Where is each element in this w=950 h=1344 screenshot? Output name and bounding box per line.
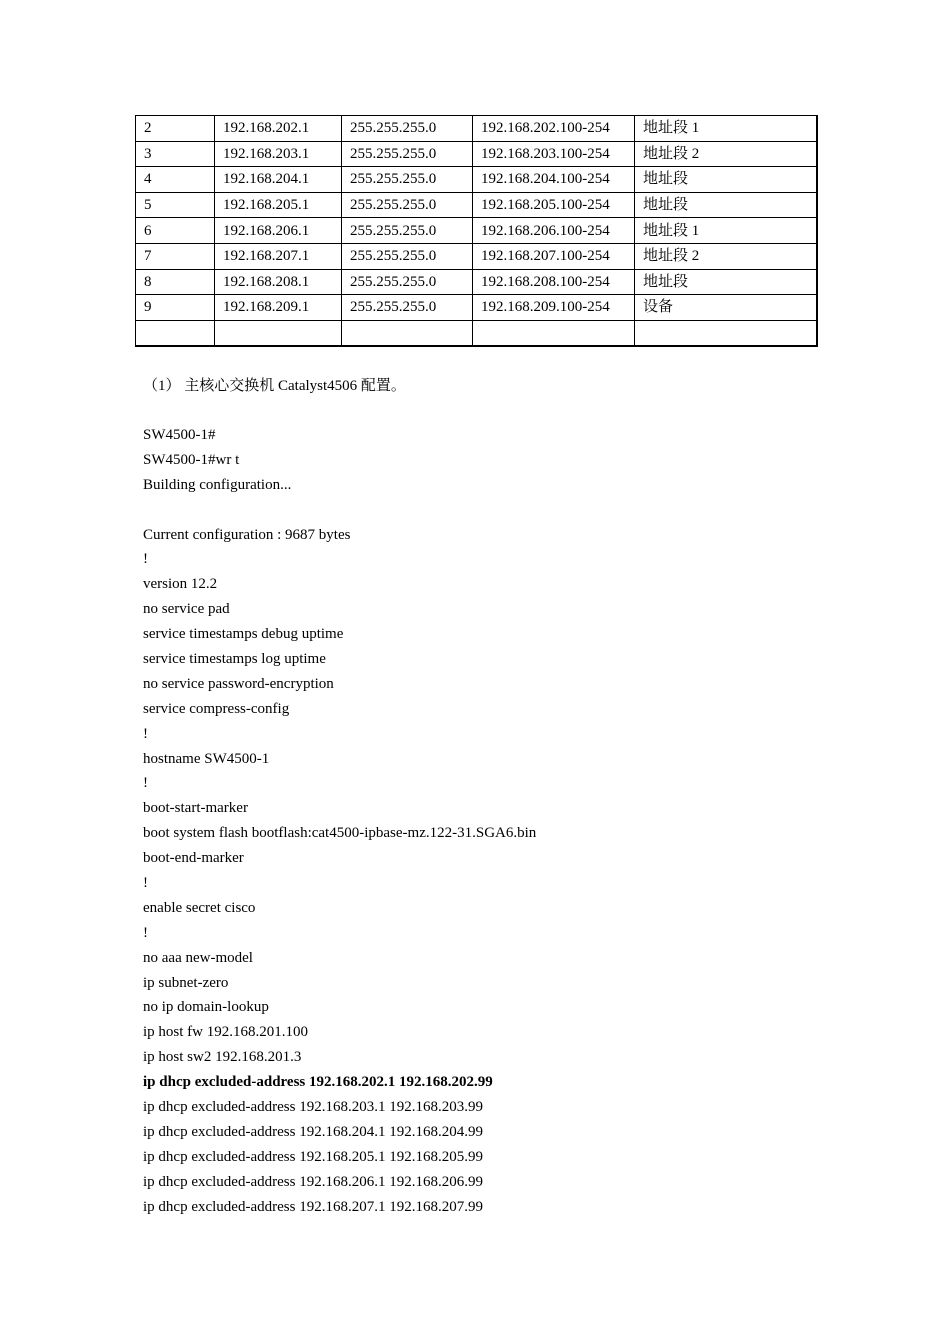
config-line: !: [143, 875, 148, 892]
table-cell: 192.168.205.1: [215, 192, 342, 218]
table-row: [136, 116, 818, 142]
table-cell: 192.168.208.100-254: [473, 269, 635, 295]
config-line: ip dhcp excluded-address 192.168.202.1 192.168.202.99: [143, 1074, 493, 1091]
table-row: [136, 141, 818, 167]
config-line: ip subnet-zero: [143, 974, 229, 991]
config-line: !: [143, 551, 148, 568]
table-cell: 192.168.208.1: [215, 269, 342, 295]
config-line: Building configuration...: [143, 476, 292, 493]
config-line: !: [143, 725, 148, 742]
config-line: no service pad: [143, 601, 230, 618]
config-line: version 12.2: [143, 576, 218, 593]
table-cell: 6: [136, 218, 215, 244]
config-line: no ip domain-lookup: [143, 999, 269, 1016]
table-cell: 地址段 1: [635, 218, 818, 244]
config-line: boot-end-marker: [143, 850, 244, 867]
table-cell: [342, 320, 473, 346]
table-cell: 9: [136, 295, 215, 321]
table-cell: 192.168.202.100-254: [473, 116, 635, 142]
table-cell: 5: [136, 192, 215, 218]
table-row: [136, 167, 818, 193]
table-row: [136, 320, 818, 346]
table-cell: 设备: [635, 295, 818, 321]
config-line: no aaa new-model: [143, 949, 253, 966]
table-cell: 192.168.209.1: [215, 295, 342, 321]
table-row: [136, 295, 818, 321]
config-line: ip dhcp excluded-address 192.168.203.1 192.168.203.99: [143, 1099, 483, 1116]
table-cell: [136, 320, 215, 346]
table-cell: 192.168.203.100-254: [473, 141, 635, 167]
table-cell: 255.255.255.0: [342, 243, 473, 269]
section-heading: （1） 主核心交换机 Catalyst4506 配置。: [143, 378, 406, 394]
config-line: Current configuration : 9687 bytes: [143, 526, 351, 543]
table-cell: 地址段: [635, 269, 818, 295]
table-cell: 192.168.202.1: [215, 116, 342, 142]
config-line: service timestamps debug uptime: [143, 626, 344, 643]
table-cell: 255.255.255.0: [342, 218, 473, 244]
table-cell: 2: [136, 116, 215, 142]
table-cell: 地址段 2: [635, 141, 818, 167]
table-cell: 255.255.255.0: [342, 116, 473, 142]
config-line: service timestamps log uptime: [143, 651, 326, 668]
config-line: enable secret cisco: [143, 899, 256, 916]
table-row: [136, 218, 818, 244]
table-cell: 192.168.205.100-254: [473, 192, 635, 218]
config-line: ip dhcp excluded-address 192.168.206.1 192.168.206.99: [143, 1173, 483, 1190]
config-line: no service password-encryption: [143, 675, 334, 692]
config-line: [143, 498, 536, 523]
vlan-address-table: [135, 115, 818, 347]
table-cell: 255.255.255.0: [342, 192, 473, 218]
table-cell: 192.168.206.1: [215, 218, 342, 244]
table-cell: 地址段: [635, 192, 818, 218]
table-cell: 地址段 1: [635, 116, 818, 142]
table-cell: 255.255.255.0: [342, 167, 473, 193]
table-cell: 255.255.255.0: [342, 269, 473, 295]
config-line: hostname SW4500-1: [143, 750, 270, 767]
table-row: [136, 243, 818, 269]
table-cell: 255.255.255.0: [342, 295, 473, 321]
config-listing: [143, 423, 536, 1220]
config-line: SW4500-1#: [143, 427, 216, 443]
config-line: ip dhcp excluded-address 192.168.205.1 192.168.205.99: [143, 1148, 483, 1165]
table-cell: 地址段 2: [635, 243, 818, 269]
table-cell: [215, 320, 342, 346]
table-cell: [635, 320, 818, 346]
table-cell: 192.168.207.1: [215, 243, 342, 269]
config-line: !: [143, 924, 148, 941]
config-line: ip host sw2 192.168.201.3: [143, 1049, 302, 1066]
config-line: service compress-config: [143, 700, 290, 717]
table-cell: 192.168.203.1: [215, 141, 342, 167]
table-row: [136, 192, 818, 218]
table-cell: 7: [136, 243, 215, 269]
config-line: boot system flash bootflash:cat4500-ipbase-mz.122-31.SGA6.bin: [143, 825, 537, 842]
config-line: ip dhcp excluded-address 192.168.207.1 192.168.207.99: [143, 1198, 483, 1215]
config-line: ip dhcp excluded-address 192.168.204.1 192.168.204.99: [143, 1123, 483, 1140]
table-cell: 192.168.204.1: [215, 167, 342, 193]
table-cell: 地址段: [635, 167, 818, 193]
table-cell: 192.168.204.100-254: [473, 167, 635, 193]
table-cell: 255.255.255.0: [342, 141, 473, 167]
config-line: ip host fw 192.168.201.100: [143, 1024, 308, 1041]
table-cell: 192.168.206.100-254: [473, 218, 635, 244]
table-cell: 8: [136, 269, 215, 295]
table-cell: 192.168.207.100-254: [473, 243, 635, 269]
table-row: [136, 269, 818, 295]
config-line: !: [143, 775, 148, 792]
table-cell: [473, 320, 635, 346]
table-cell: 3: [136, 141, 215, 167]
table-cell: 4: [136, 167, 215, 193]
config-line: boot-start-marker: [143, 800, 248, 817]
config-line: SW4500-1#wr t: [143, 451, 240, 468]
table-cell: 192.168.209.100-254: [473, 295, 635, 321]
